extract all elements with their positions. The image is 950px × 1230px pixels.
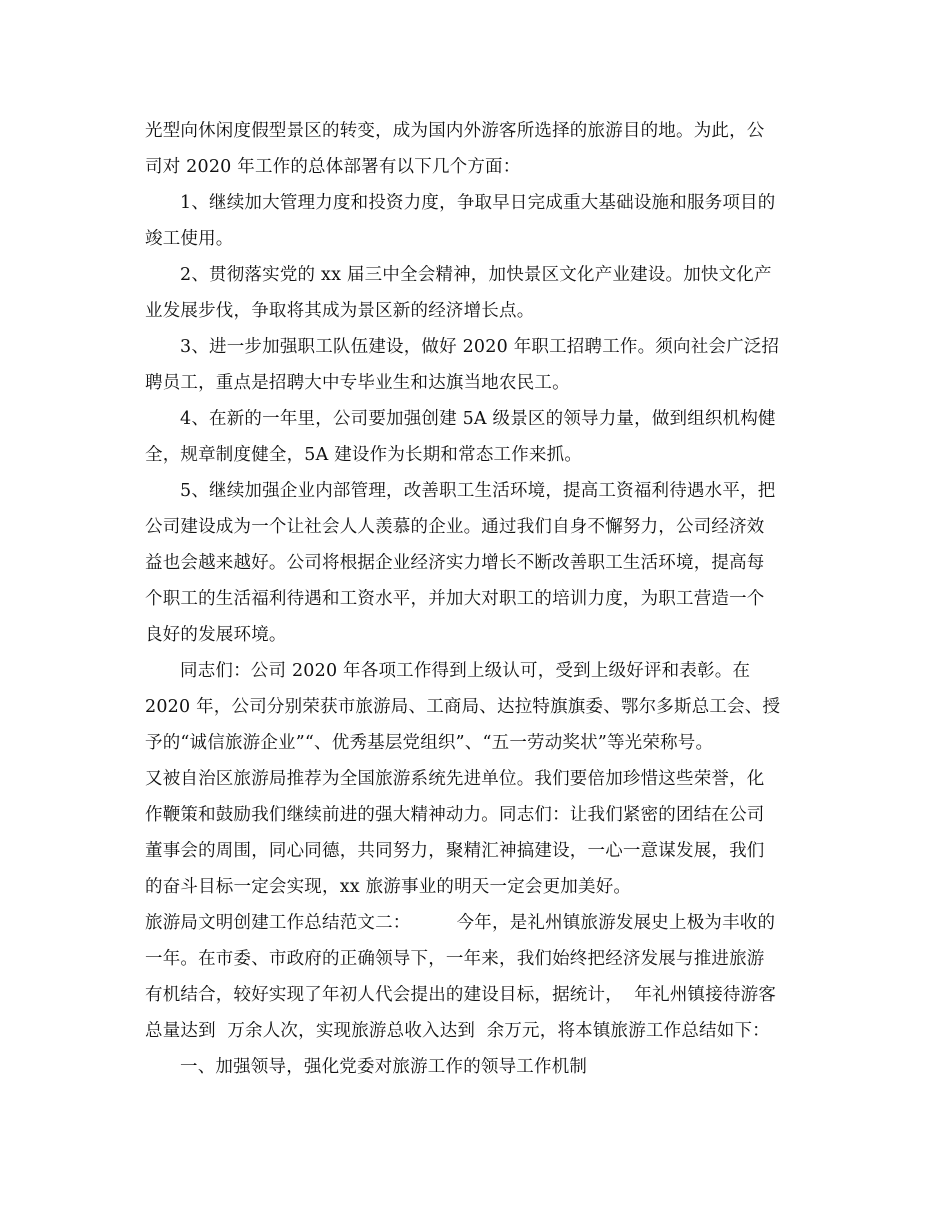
text-line: 的奋斗目标一定会实现，xx 旅游事业的明天一定会更加美好。 — [145, 877, 632, 897]
text-line: 光型向休闲度假型景区的转变，成为国内外游客所选择的旅游目的地。为此，公 — [145, 121, 765, 141]
text-line: 一、加强领导，强化党委对旅游工作的领导工作机制 — [180, 1057, 588, 1077]
text-line: 1、继续加大管理力度和投资力度，争取早日完成重大基础设施和服务项目的 — [180, 193, 776, 213]
text-line: 4、在新的一年里，公司要加强创建 5A 级景区的领导力量，做到组织机构健 — [180, 409, 776, 429]
text-line: 竣工使用。 — [145, 229, 234, 249]
text-line: 益也会越来越好。公司将根据企业经济实力增长不断改善职工生活环境，提高每 — [145, 553, 765, 573]
text-line: 旅游局文明创建工作总结范文二： 今年，是礼州镇旅游发展史上极为丰收的 — [145, 913, 776, 933]
text-line: 一年。在市委、市政府的正确领导下，一年来，我们始终把经济发展与推进旅游 — [145, 949, 765, 969]
text-line: 司对 2020 年工作的总体部署有以下几个方面： — [145, 157, 521, 177]
text-line: 予的“诚信旅游企业”“、优秀基层党组织”、“五一劳动奖状”等光荣称号。 — [145, 733, 714, 753]
text-line: 有机结合，较好实现了年初人代会提出的建设目标，据统计， 年礼州镇接待游客 — [145, 985, 777, 1005]
text-line: 作鞭策和鼓励我们继续前进的强大精神动力。同志们：让我们紧密的团结在公司 — [145, 805, 765, 825]
text-line: 3、进一步加强职工队伍建设，做好 2020 年职工招聘工作。须向社会广泛招 — [180, 337, 780, 357]
text-line: 良好的发展环境。 — [145, 625, 287, 645]
text-line: 2020 年，公司分别荣获市旅游局、工商局、达拉特旗旗委、鄂尔多斯总工会、授 — [145, 697, 781, 717]
text-line: 5、继续加强企业内部管理，改善职工生活环境，提高工资福利待遇水平，把 — [180, 481, 776, 501]
text-line: 董事会的周围，同心同德，共同努力，聚精汇神搞建设，一心一意谋发展，我们 — [145, 841, 765, 861]
text-line: 同志们：公司 2020 年各项工作得到上级认可，受到上级好评和表彰。在 — [180, 661, 751, 681]
text-line: 个职工的生活福利待遇和工资水平，并加大对职工的培训力度，为职工营造一个 — [145, 589, 765, 609]
text-line: 业发展步伐，争取将其成为景区新的经济增长点。 — [145, 301, 535, 321]
text-line: 又被自治区旅游局推荐为全国旅游系统先进单位。我们要倍加珍惜这些荣誉，化 — [145, 769, 765, 789]
text-line: 2、贯彻落实党的 xx 届三中全会精神，加快景区文化产业建设。加快文化产 — [180, 265, 772, 285]
text-line: 全，规章制度健全，5A 建设作为长期和常态工作来抓。 — [145, 445, 583, 465]
text-line: 公司建设成为一个让社会人人羡慕的企业。通过我们自身不懈努力，公司经济效 — [145, 517, 765, 537]
text-line: 总量达到 万余人次，实现旅游总收入达到 余万元，将本镇旅游工作总结如下： — [145, 1021, 770, 1041]
text-line: 聘员工，重点是招聘大中专毕业生和达旗当地农民工。 — [145, 373, 570, 393]
